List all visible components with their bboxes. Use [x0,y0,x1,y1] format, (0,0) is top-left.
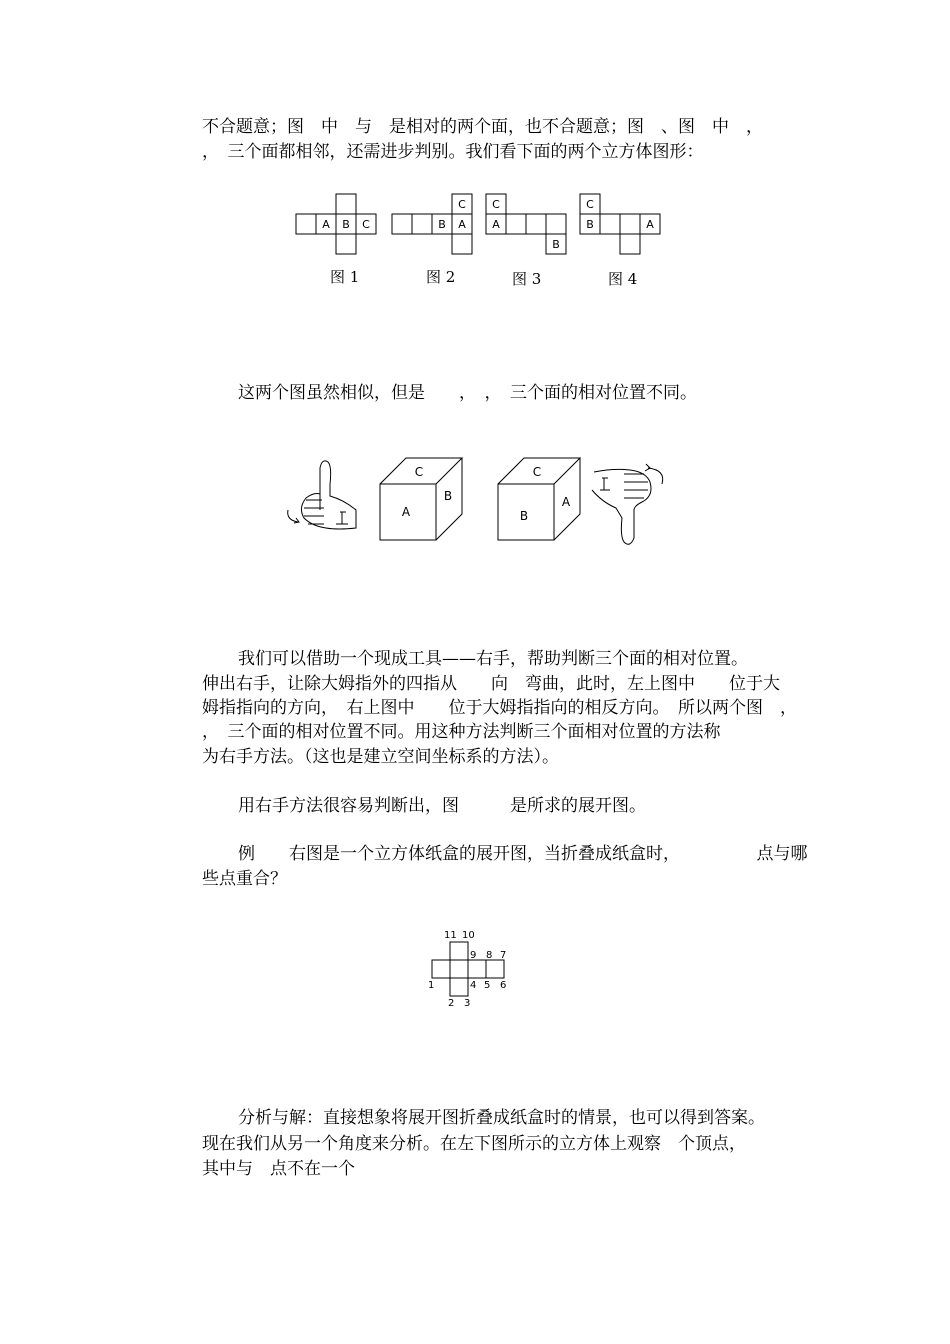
thumbs-up-hand-icon [288,461,356,529]
thumbs-down-hand-icon [592,464,663,544]
net-label: B [342,218,350,231]
net-label: A [646,218,654,231]
vertex-label: 6 [500,980,507,991]
vertex-label: 11 [444,930,457,941]
cube-face-label: A [401,505,411,519]
net-label: C [362,218,370,231]
cube-face-label: B [519,509,529,523]
net-label: C [586,198,594,211]
net-label: B [552,238,560,251]
text-line: 我们可以借助一个现成工具——右手，帮助判断三个面的相对位置。 [238,649,748,669]
net-label: A [322,218,330,231]
vertex-label: 1 [428,980,435,991]
figure-caption: 图 2 [426,268,456,286]
figure-caption: 图 4 [608,270,638,288]
text-line: ， 三个面的相对位置不同。用这种方法判断三个面相对位置的方法称 [202,722,721,742]
text-line: 姆指指向的方向， 右上图中 位于大姆指指向的相反方向。 所以两个图 ， [202,698,797,718]
net-label: B [586,218,594,231]
text-line: 不合题意；图 中 与 是相对的两个面，也不合题意；图 、图 中 ， [202,117,763,137]
text-line: 用右手方法很容易判断出，图 是所求的展开图。 [238,796,646,816]
figure-caption: 图 3 [512,270,542,288]
text-line: 伸出右手，让除大姆指外的四指从 向 弯曲，此时，左上图中 位于大 [202,674,780,694]
text-line: 为右手方法。（这也是建立空间坐标系的方法）。 [202,747,559,767]
cube-face-label: A [561,495,571,509]
text-line: 这两个图虽然相似，但是 ， ， 三个面的相对位置不同。 [238,383,697,403]
figure-caption: 图 1 [330,268,360,286]
vertex-label: 7 [500,950,507,961]
vertex-label: 9 [470,950,477,961]
cube-face-label: B [443,489,453,503]
text-line: 些点重合？ [202,869,287,889]
net-label: C [492,198,500,211]
text-line: 例 右图是一个立方体纸盒的展开图，当折叠成纸盒时， 点与哪 [238,844,808,864]
text-line: 分析与解：直接想象将展开图折叠成纸盒时的情景，也可以得到答案。 [238,1108,765,1128]
cube-face-label: C [532,465,542,479]
text-line: 现在我们从另一个角度来分析。在左下图所示的立方体上观察 个顶点， [202,1134,746,1154]
net-label: A [492,218,500,231]
net-label: A [458,218,466,231]
vertex-label: 8 [486,950,493,961]
text-line: 其中与 点不在一个 [202,1159,355,1179]
vertex-label: 5 [484,980,491,991]
vertex-label: 2 [448,998,455,1009]
vertex-label: 4 [470,980,477,991]
cube-face-label: C [414,465,424,479]
net-label: B [438,218,446,231]
vertex-label: 10 [462,930,475,941]
right-hand-cubes-figure [284,454,674,550]
text-line: ， 三个面都相邻，还需进步判别。我们看下面的两个立方体图形： [202,142,704,162]
net-label: C [458,198,466,211]
numbered-cube-net-figure [424,926,524,1012]
vertex-label: 3 [464,998,471,1009]
